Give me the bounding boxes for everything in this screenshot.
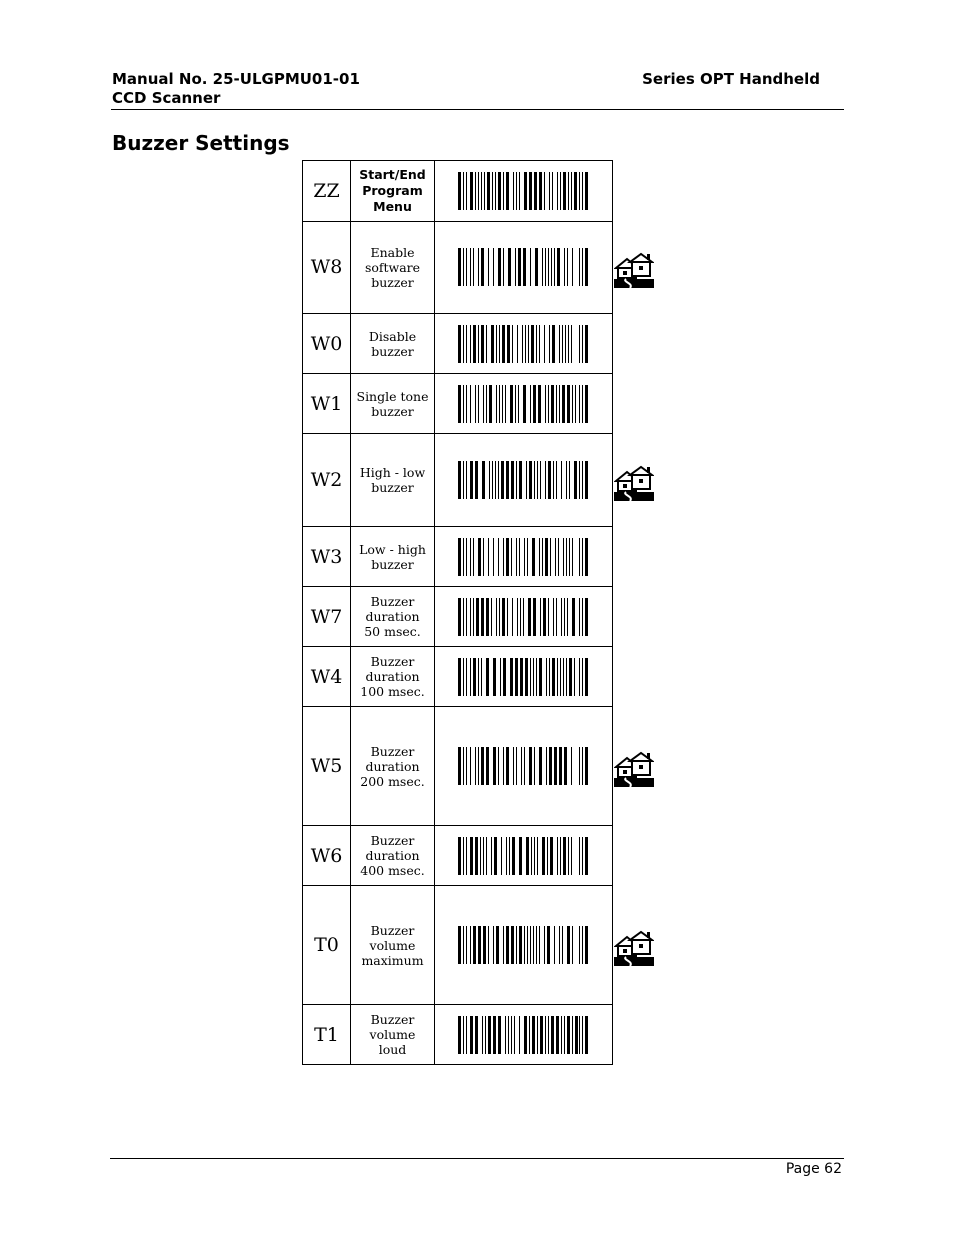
series-name: Series OPT Handheld <box>642 70 820 88</box>
setting-description: Low - high buzzer <box>351 527 435 586</box>
barcode-cell <box>435 826 613 885</box>
barcode-icon <box>458 837 590 875</box>
table-row <box>302 826 613 886</box>
barcode-icon <box>458 1016 590 1054</box>
setting-description: Buzzer duration 400 msec. <box>351 826 435 885</box>
barcode-cell <box>435 221 613 313</box>
page-header <box>111 70 844 110</box>
setting-description: High - low buzzer <box>351 434 435 526</box>
barcode-icon <box>458 461 590 499</box>
setting-code: W0 <box>302 314 351 373</box>
setting-description: Enable software buzzer <box>351 221 435 313</box>
setting-code: ZZ <box>302 161 351 221</box>
product-name: CCD Scanner <box>112 89 221 107</box>
barcode-icon <box>458 325 590 363</box>
setting-description: Buzzer duration 200 msec. <box>351 707 435 825</box>
table-row <box>302 374 613 434</box>
table-row <box>302 1005 613 1065</box>
barcode-icon <box>458 248 590 286</box>
setting-code: T0 <box>302 886 351 1004</box>
setting-code: W3 <box>302 527 351 586</box>
setting-description: Buzzer duration 100 msec. <box>351 647 435 706</box>
barcode-icon <box>458 747 590 785</box>
setting-code: T1 <box>302 1005 351 1064</box>
home-default-icon <box>614 252 654 288</box>
barcode-cell <box>435 434 613 526</box>
setting-description: Buzzer volume loud <box>351 1005 435 1064</box>
home-default-icon <box>614 930 654 966</box>
barcode-cell <box>435 161 613 221</box>
barcode-cell <box>435 587 613 646</box>
setting-code: W5 <box>302 707 351 825</box>
manual-number: Manual No. 25-ULGPMU01-01 <box>112 70 360 88</box>
barcode-icon <box>458 385 590 423</box>
section-title: Buzzer Settings <box>112 131 290 155</box>
table-row <box>302 314 613 374</box>
footer-divider <box>110 1158 844 1159</box>
setting-description: Buzzer volume maximum <box>351 886 435 1004</box>
barcode-cell <box>435 314 613 373</box>
setting-description: Buzzer duration 50 msec. <box>351 587 435 646</box>
setting-description: Single tone buzzer <box>351 374 435 433</box>
setting-code: W7 <box>302 587 351 646</box>
table-row <box>302 434 613 527</box>
table-row <box>302 527 613 587</box>
home-default-icon <box>614 751 654 787</box>
barcode-icon <box>458 658 590 696</box>
table-row <box>302 221 613 314</box>
setting-description: Disable buzzer <box>351 314 435 373</box>
barcode-cell <box>435 707 613 825</box>
setting-description: Start/End Program Menu <box>351 161 435 221</box>
table-row <box>302 587 613 647</box>
home-default-icon <box>614 465 654 501</box>
setting-code: W1 <box>302 374 351 433</box>
setting-code: W6 <box>302 826 351 885</box>
page-number: Page 62 <box>785 1161 842 1177</box>
barcode-icon <box>458 926 590 964</box>
table-row <box>302 886 613 1005</box>
barcode-cell <box>435 1005 613 1064</box>
barcode-cell <box>435 647 613 706</box>
setting-code: W8 <box>302 221 351 313</box>
setting-code: W2 <box>302 434 351 526</box>
barcode-cell <box>435 374 613 433</box>
barcode-cell <box>435 886 613 1004</box>
setting-code: W4 <box>302 647 351 706</box>
table-row <box>302 160 613 222</box>
barcode-cell <box>435 527 613 586</box>
table-row <box>302 707 613 826</box>
barcode-icon <box>458 538 590 576</box>
barcode-icon <box>458 172 590 210</box>
table-row <box>302 647 613 707</box>
barcode-icon <box>458 598 590 636</box>
